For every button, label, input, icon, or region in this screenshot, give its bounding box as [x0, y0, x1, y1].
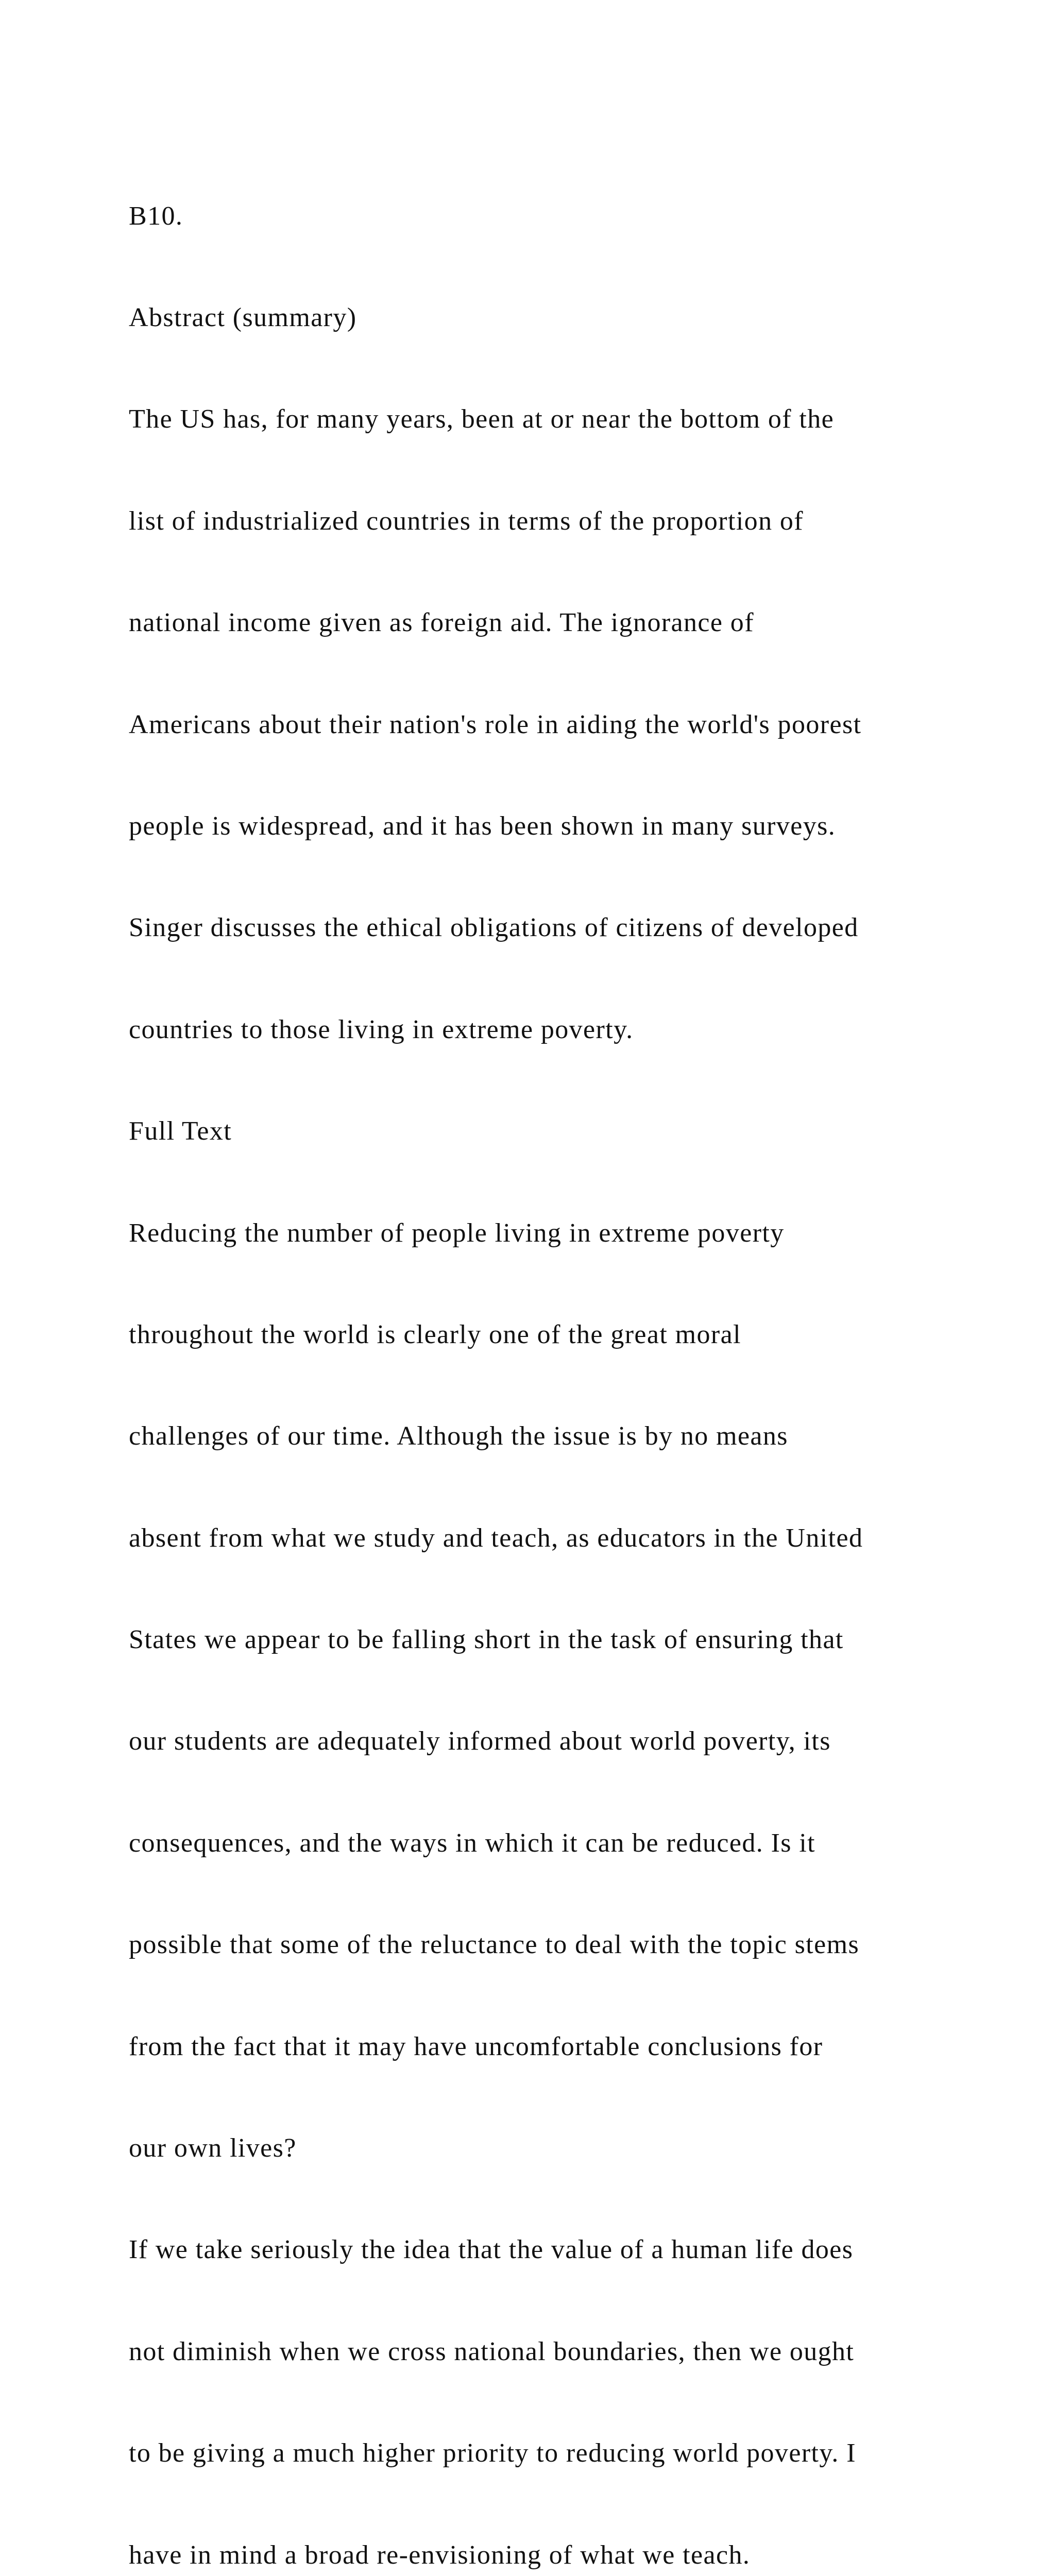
body-line: have in mind a broad re-envisioning of what we teach.: [129, 2540, 751, 2570]
body-line: from the fact that it may have uncomfortable conclusions for: [129, 2031, 823, 2061]
body-line: our students are adequately informed about world poverty, its: [129, 1726, 831, 1756]
abstract-line: list of industrialized countries in terms of the proportion of: [129, 506, 804, 536]
body-line: to be giving a much higher priority to reducing world poverty. I: [129, 2438, 856, 2468]
document-text: [129, 131, 953, 2576]
body-line: our own lives?: [129, 2133, 297, 2163]
body-line: If we take seriously the idea that the value of a human life does: [129, 2235, 854, 2265]
full-text-heading: Full Text: [129, 1116, 232, 1146]
body-line: consequences, and the ways in which it can be reduced. Is it: [129, 1828, 816, 1858]
body-line: Reducing the number of people living in extreme poverty: [129, 1218, 785, 1248]
body-line: challenges of our time. Although the issue is by no means: [129, 1421, 788, 1451]
abstract-line: countries to those living in extreme poverty.: [129, 1014, 634, 1044]
body-line: possible that some of the reluctance to deal with the topic stems: [129, 1930, 860, 1960]
abstract-line: Singer discusses the ethical obligations of citizens of developed: [129, 913, 859, 943]
abstract-heading: Abstract (summary): [129, 302, 357, 332]
body-line: not diminish when we cross national boundaries, then we ought: [129, 2336, 855, 2366]
heading-b10: B10.: [129, 201, 183, 231]
abstract-line: The US has, for many years, been at or near the bottom of the: [129, 404, 835, 434]
body-line: absent from what we study and teach, as educators in the United: [129, 1523, 863, 1553]
body-line: States we appear to be falling short in the task of ensuring that: [129, 1625, 844, 1655]
body-line: throughout the world is clearly one of the great moral: [129, 1319, 741, 1349]
abstract-line: people is widespread, and it has been shown in many surveys.: [129, 811, 836, 841]
abstract-line: Americans about their nation's role in aiding the world's poorest: [129, 709, 862, 739]
abstract-line: national income given as foreign aid. The ignorance of: [129, 608, 754, 638]
